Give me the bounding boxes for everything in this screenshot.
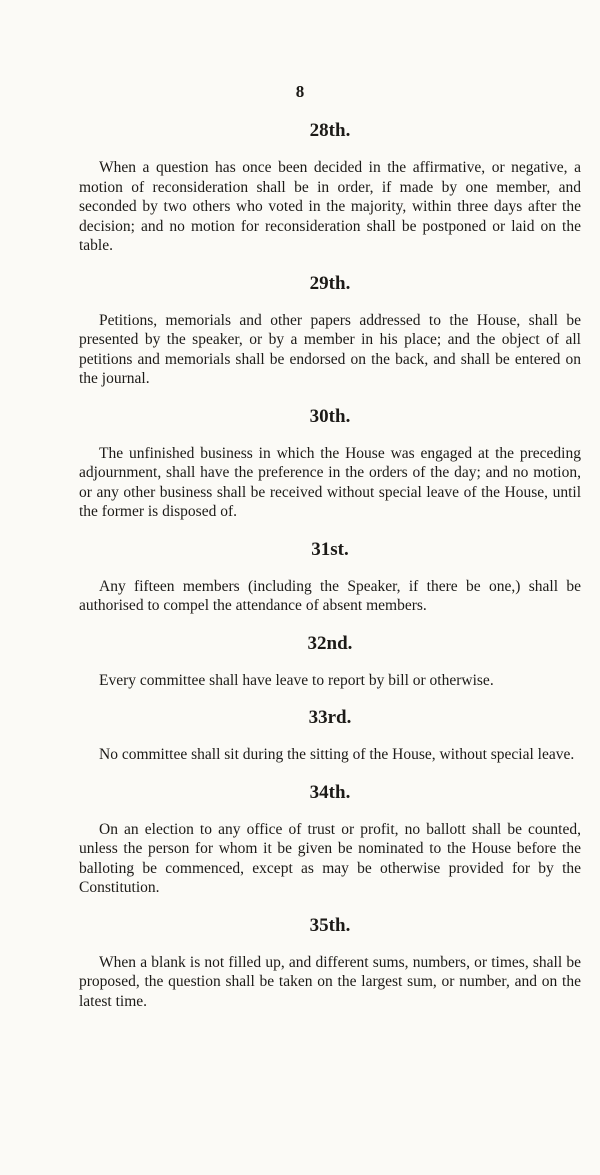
rules-list: [79, 120, 581, 1028]
page-number: 8: [295, 82, 305, 101]
rule-text: Any fifteen members (including the Speaker, if there be one,) shall be authorised to compel the attendance of absent members.: [79, 577, 581, 614]
rule-text: When a blank is not filled up, and different sums, numbers, or times, shall be proposed, the question shall be taken on the largest sum, or number, and on the latest time.: [79, 953, 581, 1010]
rule-text: Every committee shall have leave to report by bill or otherwise.: [99, 671, 494, 689]
rule-heading: 34th.: [309, 781, 351, 803]
rule-text: When a question has once been decided in the affirmative, or negative, a motion of reconsideration shall be in order, if made by one member, and seconded by two others who voted in the majority, within three days after the decision; and no motion for reconsideration shall be postponed or laid on the table.: [79, 159, 581, 254]
rule-30: [79, 406, 581, 522]
rule-32: [79, 633, 581, 691]
rule-heading: 35th.: [309, 914, 351, 936]
rule-28: [79, 120, 581, 256]
rule-heading: 31st.: [311, 538, 349, 560]
rule-31: [79, 539, 581, 616]
rule-text: The unfinished business in which the House was engaged at the preceding adjournment, shall have the preference in the orders of the day; and no motion, or any other business shall be received without special leave of the House, until the former is disposed of.: [79, 444, 581, 520]
rule-29: [79, 273, 581, 389]
rule-heading: 28th.: [309, 120, 351, 141]
rule-text: No committee shall sit during the sitting of the House, without special leave.: [99, 746, 575, 763]
rule-35: [79, 915, 581, 1012]
rule-heading: 30th.: [309, 405, 351, 427]
rule-34: [79, 782, 581, 898]
rule-heading: 33rd.: [308, 707, 352, 728]
rule-heading: 32nd.: [307, 632, 353, 654]
rule-text: Petitions, memorials and other papers addressed to the House, shall be presented by the speaker, or by a member in his place; and the object of all petitions and memorials shall be endorsed on the back, and shall be entered on the journal.: [79, 311, 581, 387]
rule-heading: 29th.: [309, 272, 351, 294]
rule-text: On an election to any office of trust or profit, no ballott shall be counted, unless the person for whom it be given be nominated to the House before the balloting be commenced, except as may be otherwise provided for by the Constitution.: [79, 820, 581, 896]
rule-33: [79, 707, 581, 765]
